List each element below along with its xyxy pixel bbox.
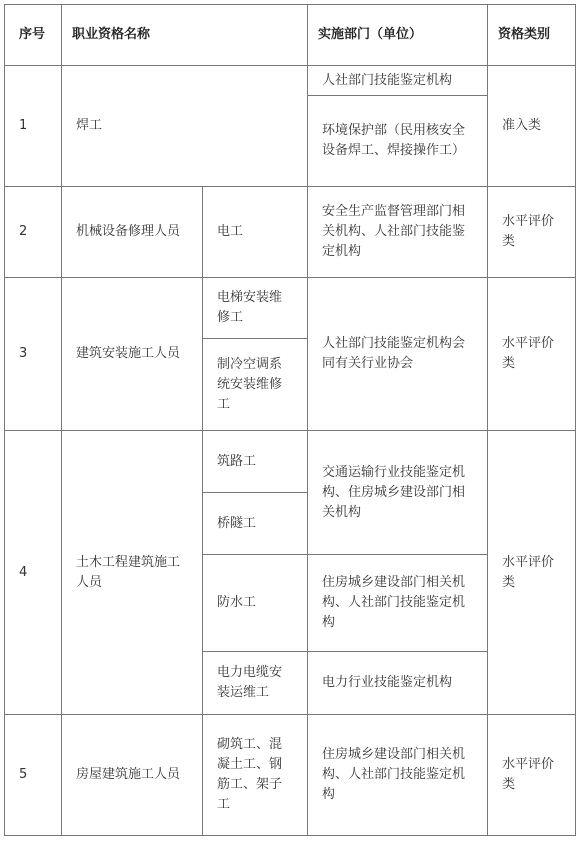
row4-dept-3: 电力行业技能鉴定机构 [308,652,488,715]
row1-seq: 1 [5,66,62,187]
row5-sub: 砌筑工、混凝土工、钢筋工、架子工 [203,715,308,836]
row2-name: 机械设备修理人员 [62,187,203,278]
row4-sub-1: 筑路工 [203,431,308,493]
row3-name: 建筑安装施工人员 [62,278,203,431]
row4-seq: 4 [5,431,62,715]
row3-seq: 3 [5,278,62,431]
header-category: 资格类别 [488,5,576,66]
row4-category: 水平评价类 [488,431,576,715]
table-row [5,278,576,339]
table-row [5,431,576,493]
row4-dept-2: 住房城乡建设部门相关机构、人社部门技能鉴定机构 [308,555,488,652]
row1-category: 准入类 [488,66,576,187]
row5-seq: 5 [5,715,62,836]
row5-name: 房屋建筑施工人员 [62,715,203,836]
row4-sub-3: 防水工 [203,555,308,652]
row1-dept-1: 人社部门技能鉴定机构 [308,66,488,96]
row5-dept: 住房城乡建设部门相关机构、人社部门技能鉴定机构 [308,715,488,836]
table-header-row [5,5,576,66]
row4-sub-4: 电力电缆安装运维工 [203,652,308,715]
row2-dept: 安全生产监督管理部门相关机构、人社部门技能鉴定机构 [308,187,488,278]
row4-sub-2: 桥隧工 [203,493,308,555]
header-seq: 序号 [5,5,62,66]
table-row [5,187,576,278]
header-dept: 实施部门（单位） [308,5,488,66]
row3-dept: 人社部门技能鉴定机构会同有关行业协会 [308,278,488,431]
row1-name: 焊工 [62,66,308,187]
row3-sub-2: 制冷空调系统安装维修工 [203,339,308,431]
table-row [5,715,576,836]
header-name: 职业资格名称 [62,5,308,66]
row2-category: 水平评价类 [488,187,576,278]
table-row [5,66,576,96]
row5-category: 水平评价类 [488,715,576,836]
row3-sub-1: 电梯安装维修工 [203,278,308,339]
row1-dept-2: 环境保护部（民用核安全设备焊工、焊接操作工） [308,96,488,187]
row4-name: 土木工程建筑施工人员 [62,431,203,715]
row2-sub: 电工 [203,187,308,278]
row2-seq: 2 [5,187,62,278]
qualification-table [4,4,576,836]
row3-category: 水平评价类 [488,278,576,431]
row4-dept-1: 交通运输行业技能鉴定机构、住房城乡建设部门相关机构 [308,431,488,555]
